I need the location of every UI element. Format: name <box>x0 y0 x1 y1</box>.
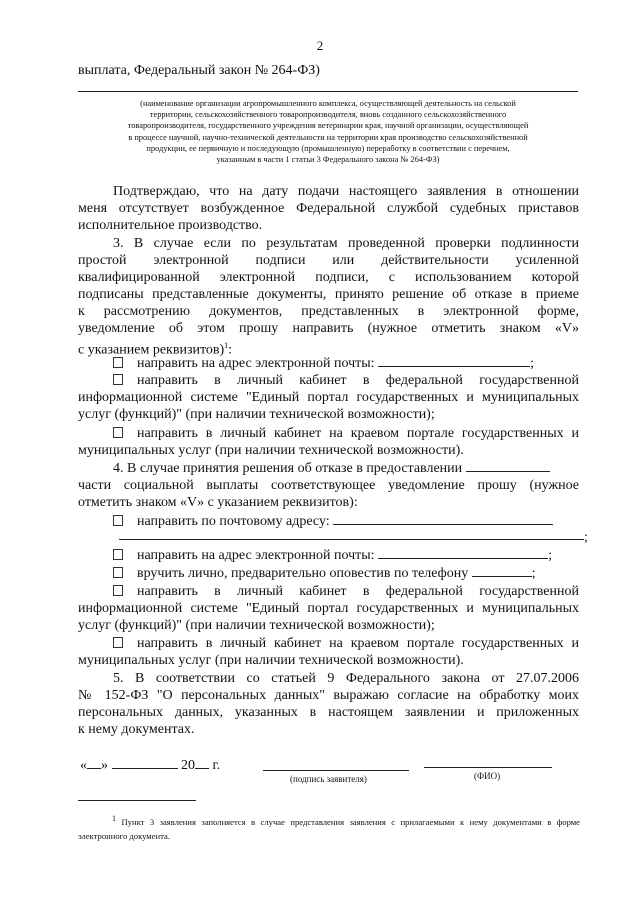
para4-line-2: части социальной выплаты соответствующее уведомление прошу (нужное <box>78 478 579 493</box>
postal-address-field-line-2[interactable] <box>119 539 584 540</box>
option-regional-4: направить в личный кабинет на краевом портале государственных и <box>113 635 579 652</box>
confirm-line-2: меня отсутствует возбужденное Федеральной службой судебных приставов <box>78 201 579 216</box>
option-cabinet-3-line-3: услуг (функций)" (при наличии технической возможности); <box>78 407 435 422</box>
form-head-line: выплата, Федеральный закон № 264-ФЗ) <box>78 63 320 78</box>
page-number: 2 <box>316 38 324 53</box>
email-4-field[interactable] <box>378 558 548 559</box>
para3-line-2: простой электронной подписи или действительности усиленной <box>78 253 579 268</box>
document-page: 2 выплата, Федеральный закон № 264-ФЗ) (наименование организации агропромышленного комплекса, осуществляющей деятельность на сельской территории, сельскохозяйственного товаропроизводителя, вновь созданного сельскохозяйственного товаропроизводителя, государственного учреждения ветеринарии края, научной организации, осуществляющей в процессе научной, научно-технической деятельности на территории края производство сельскохозяйственной продукции, ее первичную и последующую (промышленную) переработку в соответствии с перечнем, указанным в части 1 статьи 3 Федерального закона № 264-ФЗ) Подтверждаю, что на дату подачи настоящего заявления в отношении меня отсутствует возбужденное Федеральной службой судебных приставов исполнительное производство. 3. В случае если по результатам проведенной проверки подлинности простой электронной подписи или действительности усиленной квалифицированной электронной подписи, с использованием которой подписаны представленные документы, принято решение об отказе в приеме к рассмотрению документов, представленных в электронной форме, уведомление об этом прошу направить (нужное отметить знаком «V» с указанием реквизитов)$^1$: направить на адрес электронной почты: ; направить в личный кабинет в федеральной государственной информационной системе "Единый портал государственных и муниципальных услуг (функций)" (при наличии технической возможности); направить в личный кабинет на краевом портале государственных и муниципальных услуг (при наличии технической возможности). 4. В случае принятия решения об отказе в предоставлении части социальной выплаты соответствующее уведомление прошу (нужное отметить знаком «V» с указанием реквизитов): направить по почтовому адресу: ; направить на адрес электронной почты: ; вручить лично, предварительно оповестив по телефону ; направить в личный кабинет в федеральной государственной информационной системе "Единый портал государственных и муниципальных услуг (функций)" (при наличии технической возможности); направить в личный кабинет на краевом портале государственных и муниципальных услуг (при наличии технической возможности). 5. В соответствии со статьей 9 Федерального закона от 27.07.2006 № 152-ФЗ "О персональных данных" выражаю согласие на обработку моих персональных данных, указанных в настоящем заявлении и приложенных к нему документах. « » 20 г. (подпись заявителя) (ФИО) $^1$ Пункт 3 заявления заполняется в случае представления заявления с прилагаемыми к нему документами в форме электронного документа. <box>0 0 640 905</box>
option-email-4: направить на адрес электронной почты: ; <box>113 547 552 564</box>
confirm-line-1: Подтверждаю, что на дату подачи настоящего заявления в отношении <box>113 184 579 199</box>
para3-line-6: уведомление об этом прошу направить (нужное отметить знаком «V» <box>78 321 579 336</box>
month-field[interactable] <box>112 768 178 769</box>
checkbox-email-3[interactable] <box>113 357 123 368</box>
option-regional-4-line-2: муниципальных услуг (при наличии технической возможности). <box>78 653 464 668</box>
option-cabinet-4-line-2: информационной системе "Единый портал государственных и муниципальных <box>78 601 579 616</box>
para3-line-4: подписаны представленные документы, принято решение об отказе в приеме <box>78 287 579 302</box>
option-cabinet-4: направить в личный кабинет в федеральной государственной <box>113 583 579 600</box>
name-caption: (ФИО) <box>474 771 501 781</box>
para5-line-2: № 152-ФЗ "О персональных данных" выражаю согласие на обработку моих <box>78 688 579 703</box>
para4-line-1: 4. В случае принятия решения об отказе в предоставлении <box>113 460 550 477</box>
confirm-line-3: исполнительное производство. <box>78 218 263 233</box>
checkbox-email-4[interactable] <box>113 549 123 560</box>
payment-type-field[interactable] <box>466 471 550 472</box>
year-field[interactable] <box>195 768 209 769</box>
para3-line-1: 3. В случае если по результатам проведенной проверки подлинности <box>113 236 579 251</box>
option-regional-3: направить в личный кабинет на краевом портале государственных и <box>113 425 579 442</box>
checkbox-cabinet-4[interactable] <box>113 585 123 596</box>
option-cabinet-4-line-3: услуг (функций)" (при наличии технической возможности); <box>78 618 435 633</box>
option-regional-3-line-2: муниципальных услуг (при наличии технической возможности). <box>78 443 464 458</box>
para4-line-3: отметить знаком «V» с указанием реквизитов): <box>78 495 358 510</box>
date-field: « » 20 г. <box>80 758 221 773</box>
postal-address-field[interactable] <box>333 524 553 525</box>
phone-field[interactable] <box>472 576 532 577</box>
footnote <box>78 812 580 843</box>
footnote-ref: 1 <box>224 341 229 350</box>
option-email-3: направить на адрес электронной почты: ; <box>113 355 534 372</box>
signature-caption: (подпись заявителя) <box>290 774 367 784</box>
checkbox-regional-3[interactable] <box>113 427 123 438</box>
checkbox-post-4[interactable] <box>113 515 123 526</box>
checkbox-cabinet-3[interactable] <box>113 374 123 385</box>
para3-line-5: к рассмотрению документов, представленных в электронной форме, <box>78 304 579 319</box>
para5-line-4: к нему документах. <box>78 722 195 737</box>
option-post-4: направить по почтовому адресу: <box>113 513 553 530</box>
footnote-mark: 1 <box>112 814 116 823</box>
day-field[interactable] <box>87 768 101 769</box>
checkbox-regional-4[interactable] <box>113 637 123 648</box>
para3-line-3: квалифицированной электронной подписи, с использованием которой <box>78 270 579 285</box>
footnote-text: Пункт 3 заявления заполняется в случае представления заявления с прилагаемыми к нему документами в форме электронного документа. <box>78 816 580 841</box>
option-cabinet-3: направить в личный кабинет в федеральной государственной <box>113 372 579 389</box>
org-name-caption: (наименование организации агропромышленного комплекса, осуществляющей деятельность на сельской территории, сельскохозяйственного товаропроизводителя, вновь созданного сельскохозяйственного товаропроизводителя, государственного учреждения ветеринарии края, научной организации, осуществляющей в процессе научной, научно-технической деятельности на территории края производство сельскохозяйственной продукции, ее первичную и последующую (промышленную) переработку в соответствии с перечнем, указанным в части 1 статьи 3 Федерального закона № 264-ФЗ) <box>127 99 529 165</box>
name-field[interactable] <box>424 767 552 768</box>
option-cabinet-3-line-2: информационной системе "Единый портал государственных и муниципальных <box>78 390 579 405</box>
para5-line-1: 5. В соответствии со статьей 9 Федерального закона от 27.07.2006 <box>113 671 579 686</box>
signature-field[interactable] <box>263 770 409 771</box>
org-name-field-line <box>78 91 578 92</box>
para5-line-3: персональных данных, указанных в настоящем заявлении и приложенных <box>78 705 579 720</box>
email-3-field[interactable] <box>378 366 530 367</box>
para3-line-7: с указанием реквизитов)$^1$: <box>78 341 233 358</box>
footnote-divider <box>78 800 196 801</box>
option-personal-4: вручить лично, предварительно оповестив по телефону ; <box>113 565 536 582</box>
checkbox-personal-4[interactable] <box>113 567 123 578</box>
